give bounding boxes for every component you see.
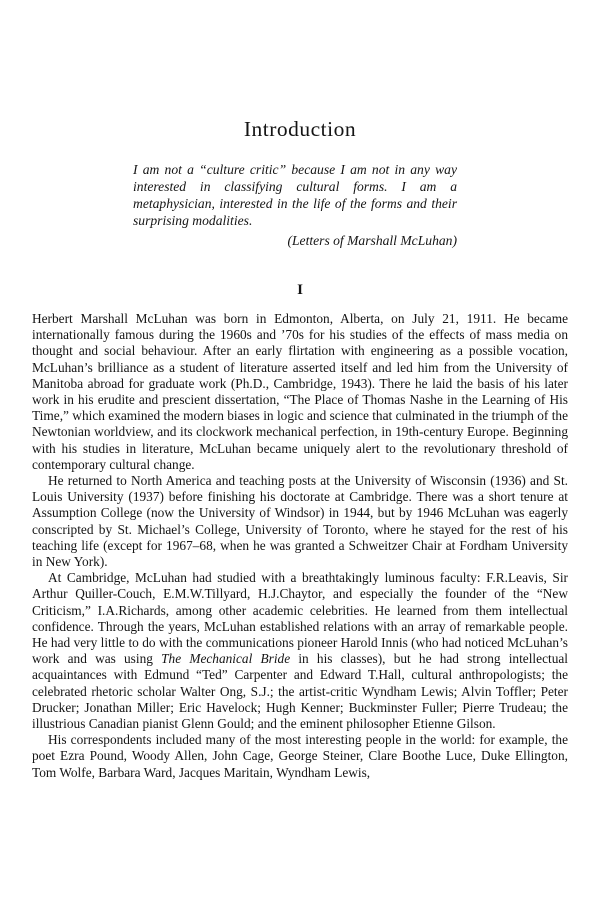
epigraph [133, 161, 457, 249]
body-paragraph-3 [32, 570, 568, 732]
paragraph-3-text-after-book-title: in his classes), but he had strong intellectual acquaintances with Edmund “Ted” Carpenter and Edward T.Hall, cultural anthropologists; the celebrated rhetoric scholar Walter Ong, S.J.; the artist-critic Wyndham Lewis; Alvin Toffler; Peter Drucker; Jonathan Miller; Eric Havelock; Hugh Kenner; Buckminster Fuller; Pierre Trudeau; the illustrious Canadian pianist Glenn Gould; and the eminent philosopher Etienne Gilson. [32, 651, 568, 732]
book-title-the-mechanical-bride: The Mechanical Bride [161, 651, 291, 667]
body-paragraph-2: He returned to North America and teaching posts at the University of Wisconsin (1936) and St. Louis University (1937) before finishing his doctorate at Cambridge. There was a short tenure at Assumption College (now the University of Windsor) in 1944, but by 1946 McLuhan was eagerly conscripted by St. Michael’s College, University of Toronto, where he stayed for the rest of his teaching life (except for 1967–68, when he was granted a Schweitzer Chair at Fordham University in New York). [32, 473, 568, 570]
epigraph-text: I am not a “culture critic” because I am not in any way interested in classifying cultural forms. I am a metaphysician, interested in the life of the forms and their surprising modalities. [133, 162, 457, 228]
section-heading-numeral: I [297, 282, 303, 298]
body-text [32, 311, 568, 781]
epigraph-attribution: (Letters of Marshall McLuhan) [287, 233, 457, 248]
body-paragraph-1: Herbert Marshall McLuhan was born in Edmonton, Alberta, on July 21, 1911. He became internationally famous during the 1960s and ’70s for his studies of the effects of mass media on thought and social behaviour. After an early flirtation with engineering as a possible vocation, McLuhan’s brilliance as a student of literature asserted itself and led him from the University of Manitoba abroad for graduate work (Ph.D., Cambridge, 1943). There he laid the basis of his later work in his erudite and prescient dissertation, “The Place of Thomas Nashe in the Learning of His Time,” which examined the modern biases in logic and science that culminated in the triumph of the Newtonian worldview, and its clockwork mechanical perfection, in 19th-century Europe. Beginning with his studies in literature, McLuhan became uniquely alert to the revolutionary threshold of contemporary cultural change. [32, 311, 568, 472]
paragraph-3-text-before-book-title: At Cambridge, McLuhan had studied with a breathtakingly luminous faculty: F.R.Leavis, Sir Arthur Quiller-Couch, E.M.W.Tillyard, H.J.Chaytor, and especially the founder of the “New Criticism,” I.A.Richards, among other academic celebrities. He learned from them intellectual confidence. Through the years, McLuhan established relations with an array of remarkable people. He had very little to do with the communications pioneer Harold Innis (who had noticed McLuhan’s work and was using [32, 570, 568, 667]
page-title: Introduction [243, 117, 357, 141]
body-paragraph-4: His correspondents included many of the most interesting people in the world: for example, the poet Ezra Pound, Woody Allen, John Cage, George Steiner, Clare Boothe Luce, Duke Ellington, Tom Wolfe, Barbara Ward, Jacques Maritain, Wyndham Lewis, [32, 732, 568, 780]
